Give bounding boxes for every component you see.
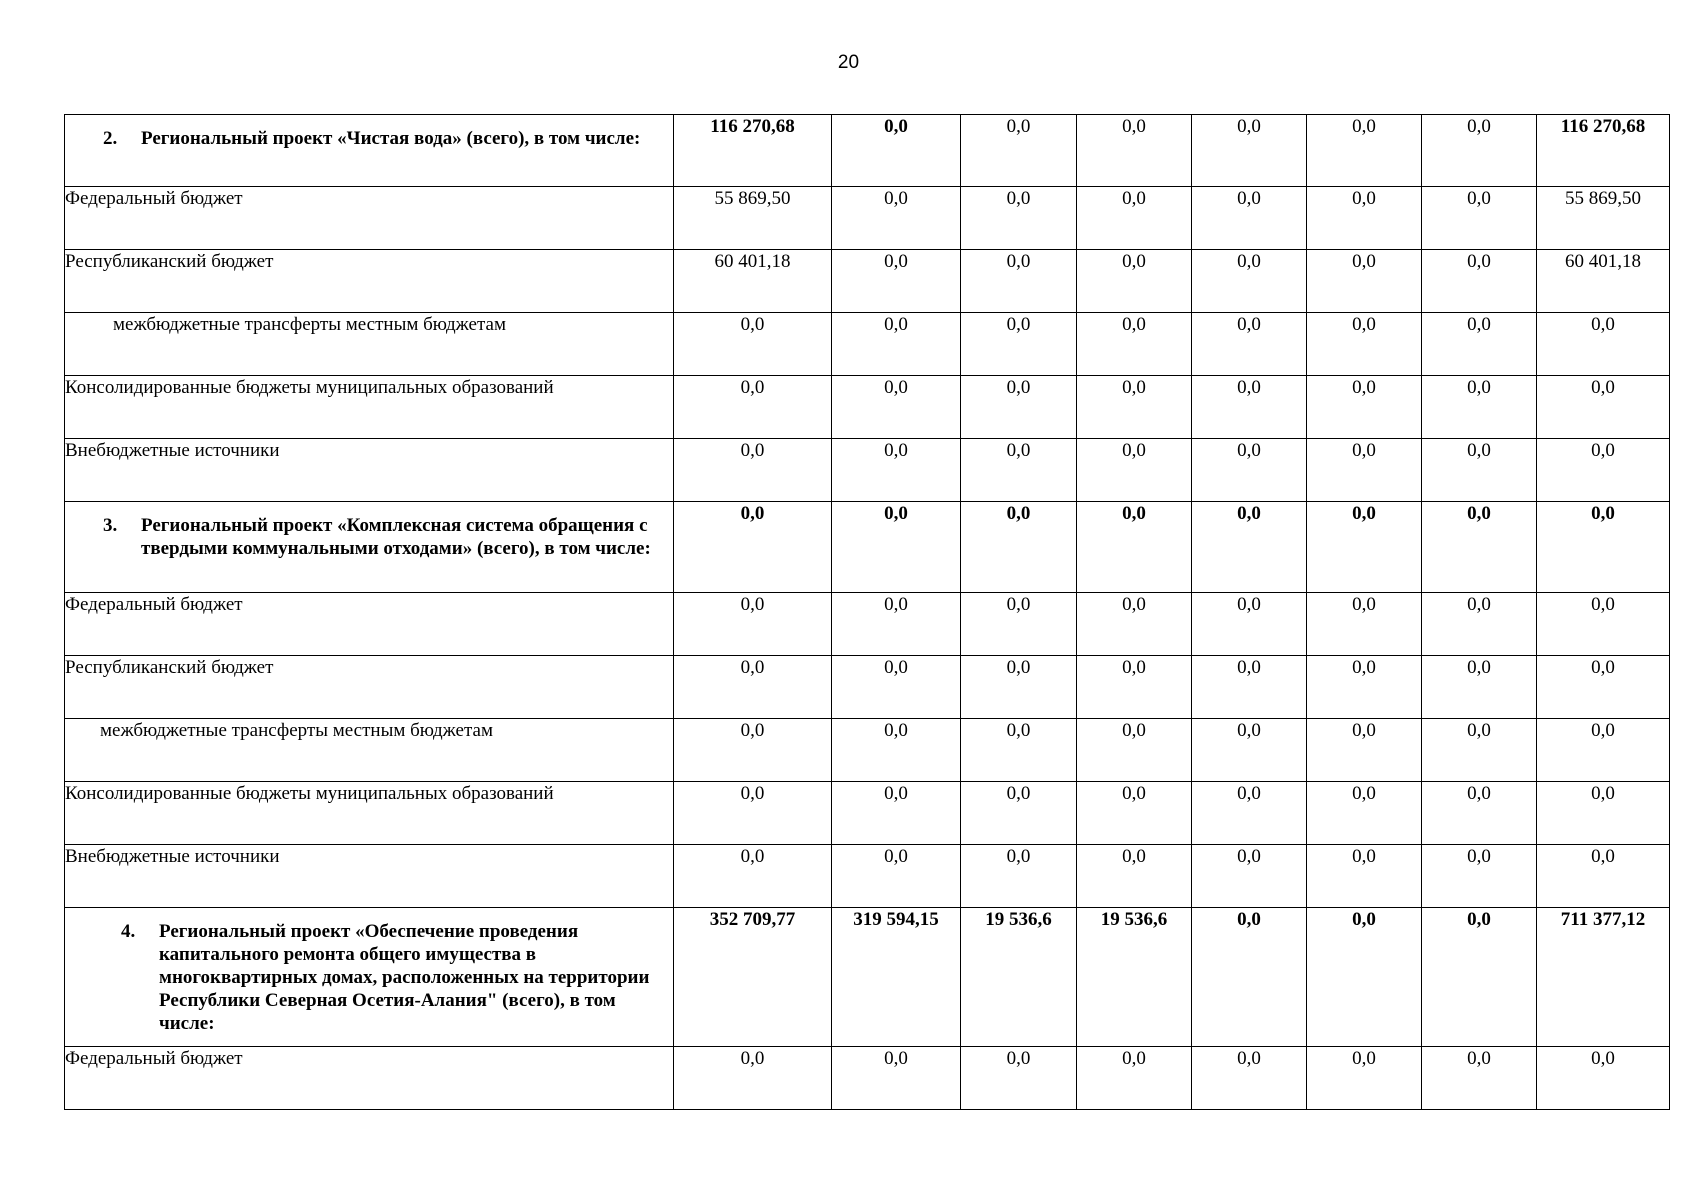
- value-cell: 0,0: [674, 719, 832, 782]
- value-cell: 0,0: [1537, 656, 1670, 719]
- value-cell: 0,0: [832, 250, 961, 313]
- value-cell: 0,0: [1422, 187, 1537, 250]
- value-cell: 0,0: [961, 313, 1077, 376]
- value-cell: 0,0: [1077, 719, 1192, 782]
- value-cell: 0,0: [1422, 782, 1537, 845]
- value-cell: 0,0: [1307, 313, 1422, 376]
- value-cell: 0,0: [1422, 656, 1537, 719]
- value-cell: 60 401,18: [1537, 250, 1670, 313]
- value-cell: 0,0: [1307, 656, 1422, 719]
- value-cell: 0,0: [1192, 845, 1307, 908]
- value-cell: 0,0: [1537, 376, 1670, 439]
- row-label: Внебюджетные источники: [65, 845, 674, 908]
- row-label: Консолидированные бюджеты муниципальных образований: [65, 376, 674, 439]
- row-label: Внебюджетные источники: [65, 439, 674, 502]
- value-cell: 0,0: [832, 439, 961, 502]
- value-cell: 319 594,15: [832, 908, 961, 1047]
- section-number: 2.: [103, 128, 118, 149]
- table-row: [65, 593, 1670, 656]
- value-cell: 0,0: [674, 502, 832, 593]
- page-number: 20: [837, 52, 860, 73]
- value-cell: 55 869,50: [1537, 187, 1670, 250]
- section-header-row: [65, 115, 1670, 187]
- section-number: 3.: [103, 515, 118, 536]
- value-cell: 0,0: [1537, 593, 1670, 656]
- value-cell: 0,0: [961, 719, 1077, 782]
- value-cell: 0,0: [1077, 593, 1192, 656]
- value-cell: 0,0: [961, 782, 1077, 845]
- section-title: Региональный проект «Чистая вода» (всего), в том числе:: [141, 128, 641, 149]
- value-cell: 0,0: [1307, 115, 1422, 187]
- section-number: 4.: [121, 921, 136, 942]
- row-label: Федеральный бюджет: [65, 187, 674, 250]
- value-cell: 0,0: [1077, 439, 1192, 502]
- value-cell: 0,0: [832, 1047, 961, 1110]
- value-cell: 0,0: [1192, 1047, 1307, 1110]
- value-cell: 0,0: [1192, 719, 1307, 782]
- value-cell: 0,0: [1422, 250, 1537, 313]
- value-cell: 0,0: [1307, 187, 1422, 250]
- value-cell: 0,0: [1192, 502, 1307, 593]
- value-cell: 0,0: [674, 845, 832, 908]
- value-cell: 0,0: [1307, 782, 1422, 845]
- row-label: межбюджетные трансферты местным бюджетам: [65, 313, 674, 376]
- value-cell: 0,0: [961, 439, 1077, 502]
- row-label: Республиканский бюджет: [65, 656, 674, 719]
- value-cell: 0,0: [1537, 439, 1670, 502]
- value-cell: 0,0: [1307, 845, 1422, 908]
- value-cell: 0,0: [961, 376, 1077, 439]
- value-cell: 0,0: [674, 782, 832, 845]
- value-cell: 0,0: [1537, 502, 1670, 593]
- row-label: Федеральный бюджет: [65, 1047, 674, 1110]
- value-cell: 0,0: [1422, 115, 1537, 187]
- value-cell: 0,0: [1192, 250, 1307, 313]
- value-cell: 0,0: [1077, 250, 1192, 313]
- value-cell: 0,0: [674, 313, 832, 376]
- budget-table: [64, 114, 1670, 1110]
- value-cell: 0,0: [1422, 502, 1537, 593]
- value-cell: 0,0: [1537, 845, 1670, 908]
- table-row: [65, 656, 1670, 719]
- value-cell: 0,0: [674, 656, 832, 719]
- table-row: [65, 439, 1670, 502]
- value-cell: 0,0: [1422, 845, 1537, 908]
- value-cell: 0,0: [1192, 908, 1307, 1047]
- value-cell: 0,0: [832, 115, 961, 187]
- value-cell: 0,0: [1077, 313, 1192, 376]
- value-cell: 0,0: [1192, 187, 1307, 250]
- value-cell: 0,0: [832, 593, 961, 656]
- value-cell: 0,0: [961, 115, 1077, 187]
- value-cell: 0,0: [1192, 439, 1307, 502]
- value-cell: 116 270,68: [674, 115, 832, 187]
- section-title-cell: [65, 115, 674, 187]
- value-cell: 0,0: [961, 187, 1077, 250]
- value-cell: 0,0: [1537, 782, 1670, 845]
- value-cell: 0,0: [1422, 313, 1537, 376]
- value-cell: 0,0: [1192, 376, 1307, 439]
- table-row: [65, 250, 1670, 313]
- value-cell: 0,0: [832, 845, 961, 908]
- value-cell: 0,0: [1422, 719, 1537, 782]
- value-cell: 0,0: [961, 250, 1077, 313]
- value-cell: 0,0: [674, 439, 832, 502]
- value-cell: 0,0: [1307, 502, 1422, 593]
- value-cell: 0,0: [1307, 719, 1422, 782]
- value-cell: 0,0: [832, 719, 961, 782]
- section-header-row: [65, 908, 1670, 1047]
- value-cell: 55 869,50: [674, 187, 832, 250]
- table-row: [65, 187, 1670, 250]
- value-cell: 0,0: [1192, 782, 1307, 845]
- value-cell: 0,0: [832, 502, 961, 593]
- value-cell: 0,0: [1307, 250, 1422, 313]
- value-cell: 0,0: [961, 502, 1077, 593]
- value-cell: 0,0: [1537, 1047, 1670, 1110]
- value-cell: 0,0: [674, 376, 832, 439]
- value-cell: 0,0: [1307, 1047, 1422, 1110]
- section-header-row: [65, 502, 1670, 593]
- value-cell: 0,0: [1422, 593, 1537, 656]
- value-cell: 0,0: [961, 656, 1077, 719]
- value-cell: 352 709,77: [674, 908, 832, 1047]
- value-cell: 0,0: [1422, 439, 1537, 502]
- value-cell: 0,0: [1422, 908, 1537, 1047]
- value-cell: 0,0: [1307, 908, 1422, 1047]
- value-cell: 0,0: [674, 593, 832, 656]
- value-cell: 0,0: [1077, 845, 1192, 908]
- value-cell: 0,0: [961, 845, 1077, 908]
- value-cell: 0,0: [1422, 376, 1537, 439]
- row-label: Консолидированные бюджеты муниципальных образований: [65, 782, 674, 845]
- section-title-cell: [65, 502, 674, 593]
- value-cell: 0,0: [1192, 313, 1307, 376]
- table-row: [65, 845, 1670, 908]
- value-cell: 0,0: [832, 782, 961, 845]
- row-label: межбюджетные трансферты местным бюджетам: [65, 719, 674, 782]
- section-title: Региональный проект «Обеспечение проведения капитального ремонта общего имущества в многоквартирных домах, расположенных на территории Республики Северная Осетия-Алания" (всего), в том числе:: [159, 921, 650, 1034]
- row-label: Федеральный бюджет: [65, 593, 674, 656]
- value-cell: 0,0: [1422, 1047, 1537, 1110]
- value-cell: 19 536,6: [1077, 908, 1192, 1047]
- value-cell: 0,0: [832, 656, 961, 719]
- section-title-cell: [65, 908, 674, 1047]
- value-cell: 0,0: [1077, 115, 1192, 187]
- table-row: [65, 782, 1670, 845]
- value-cell: 0,0: [674, 1047, 832, 1110]
- table-row: [65, 376, 1670, 439]
- value-cell: 0,0: [1537, 313, 1670, 376]
- value-cell: 711 377,12: [1537, 908, 1670, 1047]
- value-cell: 0,0: [1192, 593, 1307, 656]
- value-cell: 0,0: [961, 1047, 1077, 1110]
- value-cell: 60 401,18: [674, 250, 832, 313]
- value-cell: 0,0: [1307, 439, 1422, 502]
- value-cell: 0,0: [1077, 1047, 1192, 1110]
- value-cell: 0,0: [1192, 656, 1307, 719]
- table-row: [65, 313, 1670, 376]
- value-cell: 0,0: [1537, 719, 1670, 782]
- value-cell: 0,0: [1077, 376, 1192, 439]
- value-cell: 0,0: [1077, 502, 1192, 593]
- value-cell: 0,0: [832, 313, 961, 376]
- value-cell: 0,0: [832, 376, 961, 439]
- value-cell: 0,0: [1192, 115, 1307, 187]
- value-cell: 0,0: [1307, 376, 1422, 439]
- row-label: Республиканский бюджет: [65, 250, 674, 313]
- value-cell: 0,0: [832, 187, 961, 250]
- value-cell: 0,0: [1077, 187, 1192, 250]
- table-row: [65, 719, 1670, 782]
- section-title: Региональный проект «Комплексная система обращения с твердыми коммунальными отходами» (всего), в том числе:: [141, 515, 651, 559]
- value-cell: 0,0: [1077, 656, 1192, 719]
- value-cell: 0,0: [1077, 782, 1192, 845]
- value-cell: 116 270,68: [1537, 115, 1670, 187]
- value-cell: 19 536,6: [961, 908, 1077, 1047]
- table-row: [65, 1047, 1670, 1110]
- value-cell: 0,0: [1307, 593, 1422, 656]
- value-cell: 0,0: [961, 593, 1077, 656]
